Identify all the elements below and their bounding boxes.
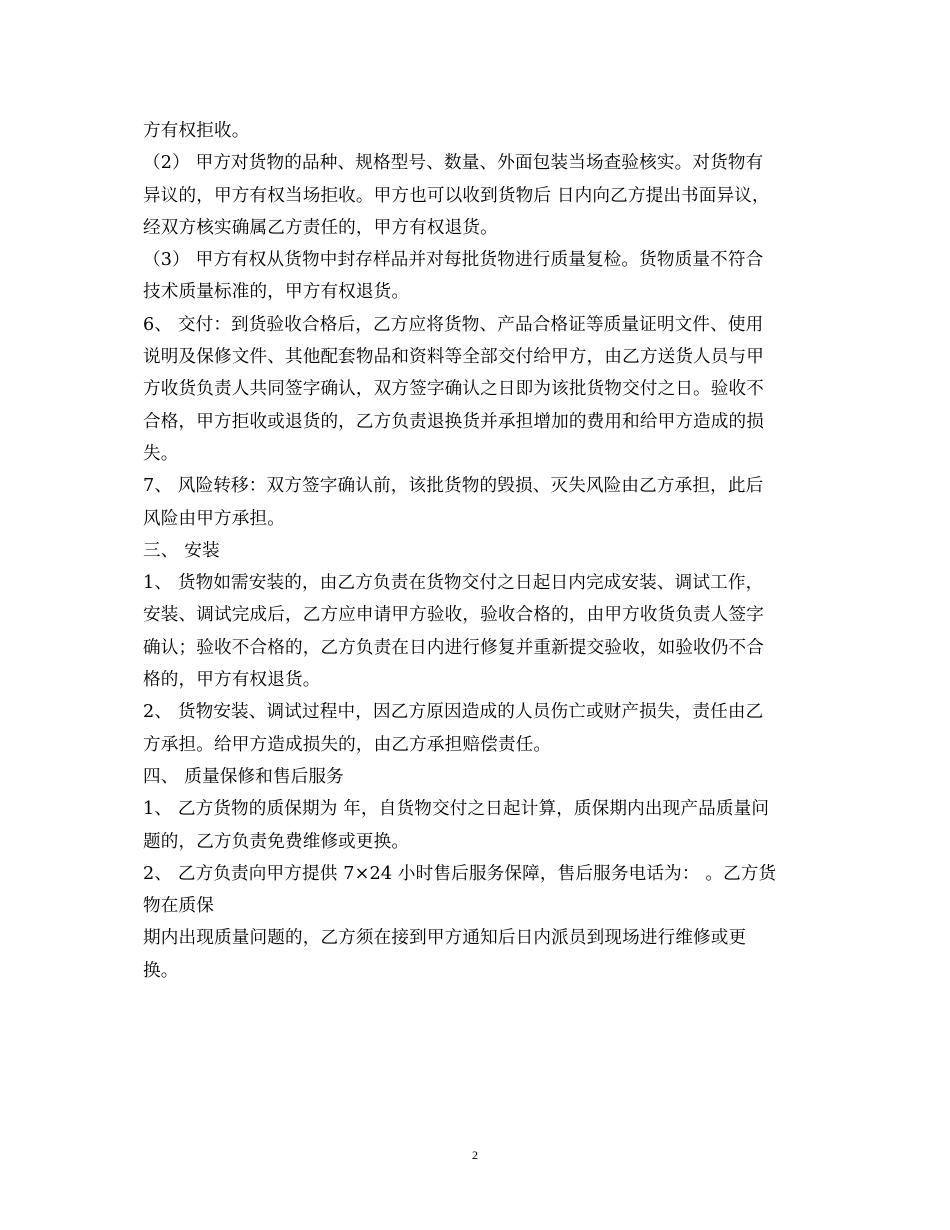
page-number: 2 [472, 1148, 478, 1162]
text-line: 1、 乙方货物的质保期为 年，自货物交付之日起计算，质保期内出现产品质量问 [143, 799, 770, 820]
text-line: 1、 货物如需安装的，由乙方负责在货物交付之日起日内完成安装、调试工作， [143, 573, 764, 594]
document-body [143, 115, 823, 987]
text-line: 失。 [143, 443, 179, 464]
text-line: 方承担。给甲方造成损失的，由乙方承担赔偿责任。 [143, 734, 552, 755]
text-line: 2、 货物安装、调试过程中，因乙方原因造成的人员伤亡或财产损失，责任由乙 [143, 702, 764, 723]
text-line: 期内出现质量问题的，乙方须在接到甲方通知后日内派员到现场进行维修或更 [143, 928, 747, 949]
text-line: 经双方核实确属乙方责任的，甲方有权退货。 [143, 217, 498, 238]
text-line: 题的，乙方负责免费维修或更换。 [143, 831, 410, 852]
text-line: 安装、调试完成后，乙方应申请甲方验收，验收合格的，由甲方收货负责人签字 [143, 605, 765, 626]
text-line: 确认；验收不合格的，乙方负责在日内进行修复并重新提交验收，如验收仍不合 [143, 637, 765, 658]
section-heading: 四、 质量保修和售后服务 [143, 766, 344, 787]
text-line: 物在质保 [143, 896, 214, 917]
text-line: 6、 交付：到货验收合格后，乙方应将货物、产品合格证等质量证明文件、使用 [143, 314, 764, 335]
text-line: （2） 甲方对货物的品种、规格型号、数量、外面包装当场查验核实。对货物有 [143, 153, 764, 174]
text-line: 说明及保修文件、其他配套物品和资料等全部交付给甲方，由乙方送货人员与甲 [143, 347, 765, 368]
text-line: 异议的，甲方有权当场拒收。甲方也可以收到货物后 日内向乙方提出书面异议， [143, 185, 770, 206]
text-line: 技术质量标准的，甲方有权退货。 [143, 282, 410, 303]
text-line: 方收货负责人共同签字确认，双方签字确认之日即为该批货物交付之日。验收不 [143, 379, 765, 400]
text-line: 风险由甲方承担。 [143, 508, 285, 529]
text-line: 7、 风险转移：双方签字确认前，该批货物的毁损、灭失风险由乙方承担，此后 [143, 476, 764, 497]
text-line: （3） 甲方有权从货物中封存样品并对每批货物进行质量复检。货物质量不符合 [143, 250, 764, 271]
text-line: 方有权拒收。 [143, 121, 250, 141]
text-line: 换。 [143, 960, 179, 981]
section-heading: 三、 安装 [143, 540, 220, 561]
text-line: 格的，甲方有权退货。 [143, 670, 321, 691]
text-line: 2、 乙方负责向甲方提供 7×24 小时售后服务保障，售后服务电话为： 。乙方货 [143, 863, 777, 884]
text-line: 合格，甲方拒收或退货的，乙方负责退换货并承担增加的费用和给甲方造成的损 [143, 411, 765, 432]
